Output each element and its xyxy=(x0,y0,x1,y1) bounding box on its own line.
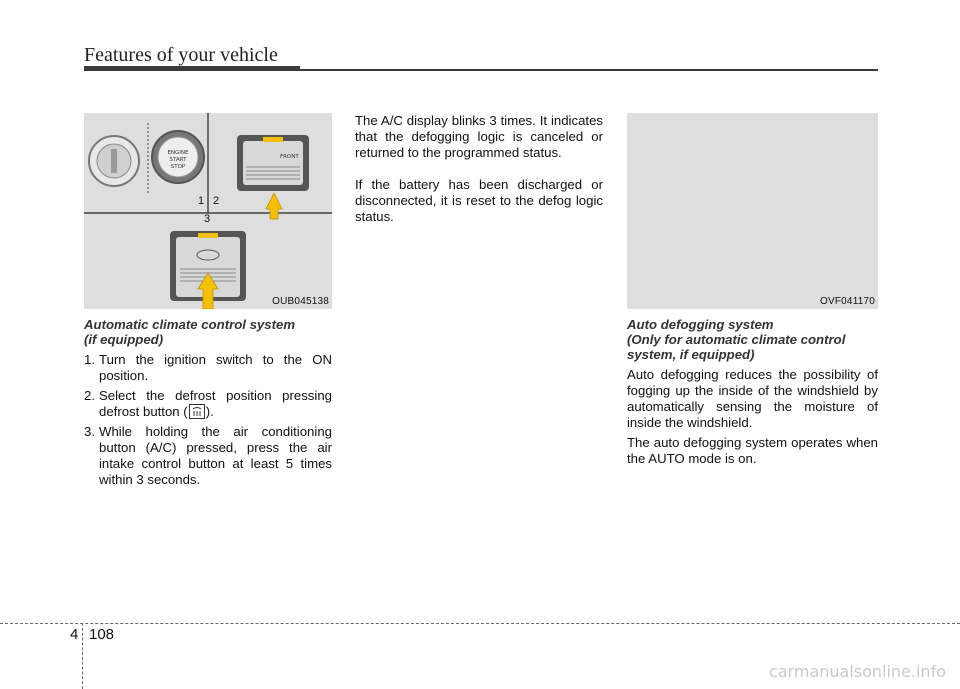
paragraph: If the battery has been discharged or disconnected, it is reset to the defog logic status. xyxy=(355,177,603,224)
watermark: carmanualsonline.info xyxy=(768,662,946,681)
svg-text:ENGINE: ENGINE xyxy=(167,150,189,156)
figure-auto-defogging xyxy=(627,113,878,309)
defrost-icon xyxy=(189,404,205,419)
press-arrow-icon xyxy=(266,193,282,219)
svg-text:STOP: STOP xyxy=(170,164,186,170)
column-left xyxy=(84,317,332,492)
paragraph: The auto defogging system operates when the AUTO mode is on. xyxy=(627,435,878,466)
section-heading xyxy=(84,317,332,347)
page-header-title: Features of your vehicle xyxy=(84,44,278,66)
section-heading xyxy=(627,317,878,362)
ignition-switch-icon xyxy=(89,136,139,186)
heading-line-2: (if equipped) xyxy=(84,332,164,347)
list-item: 3. While holding the air conditioning button (A/C) pressed, press the air intake control button at least 5 times within 3 seconds. xyxy=(84,424,332,487)
column-right xyxy=(627,317,878,483)
engine-start-button-icon xyxy=(152,131,204,183)
footer-dotted-divider xyxy=(82,623,83,689)
list-item: 2. Select the defrost position pressing defrost button ( ). xyxy=(84,388,332,419)
heading-line-1: Automatic climate control system xyxy=(84,317,296,332)
front-defrost-button-icon xyxy=(237,135,309,191)
list-item: 1. Turn the ignition switch to the ON position. xyxy=(84,352,332,383)
callout-3: 3 xyxy=(204,213,211,225)
figure-code-label: OVF041170 xyxy=(820,296,875,307)
steps-list xyxy=(84,352,332,488)
heading-line-3: system, if equipped) xyxy=(627,347,755,362)
header-rule-thick xyxy=(84,66,300,71)
page-number: 108 xyxy=(89,626,115,643)
callout-2: 2 xyxy=(213,195,220,207)
svg-text:FRONT: FRONT xyxy=(280,154,299,160)
paragraph: The A/C display blinks 3 times. It indicates that the defogging logic is canceled or returned to the programmed status. xyxy=(355,113,603,160)
figure-code-label: OUB045138 xyxy=(272,296,329,307)
heading-line-1: Auto defogging system xyxy=(627,317,774,332)
svg-text:START: START xyxy=(169,157,187,163)
figure-climate-control-reset xyxy=(84,113,332,309)
header-rule-thin xyxy=(300,69,878,71)
section-number: 4 xyxy=(70,626,79,643)
column-middle xyxy=(355,113,603,241)
footer-dotted-rule xyxy=(0,623,960,624)
paragraph: Auto defogging reduces the possibility of fogging up the inside of the windshield by automatically sensing the moisture of inside the windshield. xyxy=(627,367,878,430)
heading-line-2: (Only for automatic climate control xyxy=(627,332,846,347)
figure-illustration xyxy=(84,113,332,309)
callout-1: 1 xyxy=(198,195,205,207)
